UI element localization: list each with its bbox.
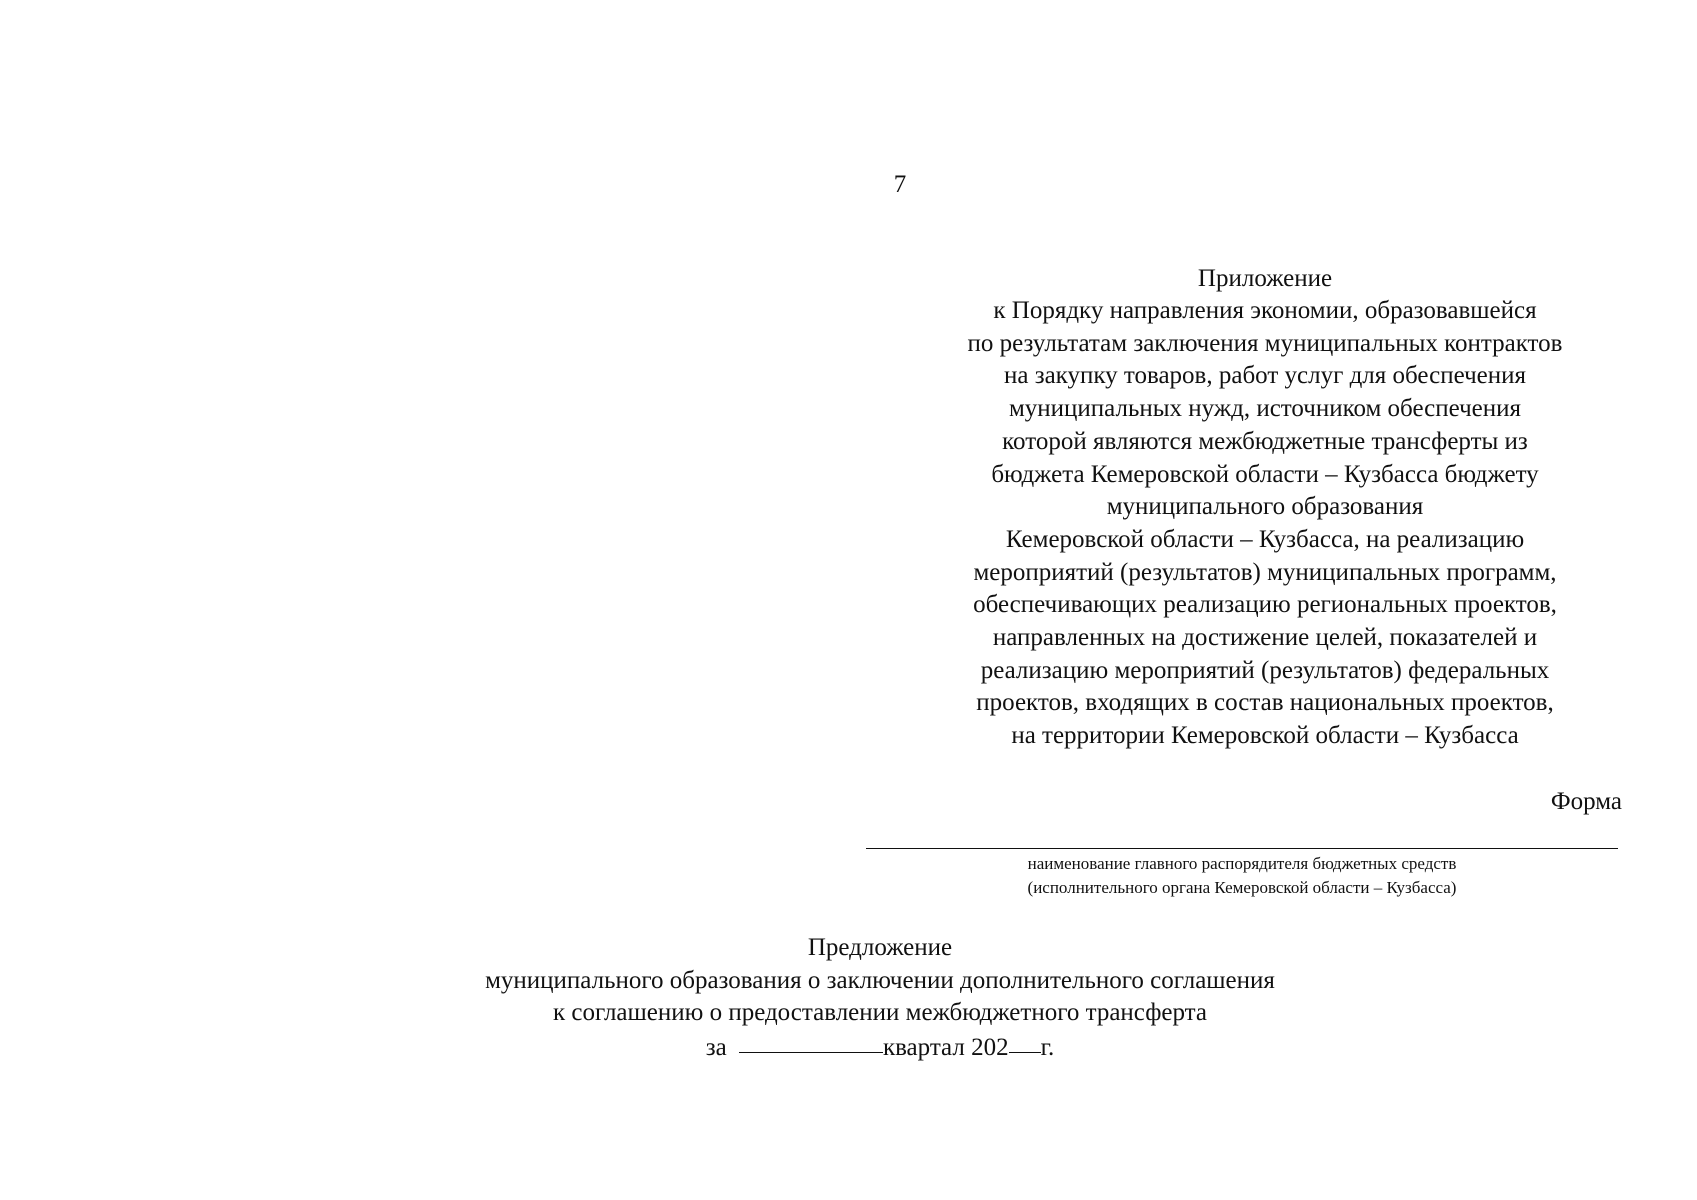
appendix-heading [915, 262, 1615, 753]
appendix-line: к Порядку направления экономии, образовавшейся [993, 297, 1537, 324]
appendix-line: реализацию мероприятий (результатов) федеральных [980, 656, 1550, 684]
quarter-blank [739, 1028, 883, 1053]
appendix-line: мероприятий (результатов) муниципальных программ, [973, 558, 1557, 586]
appendix-line: которой являются межбюджетные трансферты из [1002, 427, 1528, 455]
caption-line: (исполнительного органа Кемеровской области – Кузбасса) [1027, 878, 1457, 897]
appendix-title: Приложение [1197, 265, 1333, 292]
proposal-line: муниципального образования о заключении дополнительного соглашения [485, 966, 1275, 994]
period-suffix: г. [1040, 1033, 1055, 1061]
appendix-line: Кемеровской области – Кузбасса, на реализацию [1005, 525, 1525, 553]
page-number: 7 [893, 171, 907, 198]
appendix-line: по результатам заключения муниципальных контрактов [967, 329, 1563, 357]
proposal-heading [380, 932, 1380, 1064]
authority-name-caption [866, 852, 1618, 900]
proposal-title: Предложение [807, 934, 953, 961]
authority-name-line [866, 848, 1618, 849]
caption-line: наименование главного распорядителя бюджетных средств [1027, 854, 1457, 873]
year-blank [1009, 1028, 1041, 1053]
appendix-line: проектов, входящих в состав национальных проектов, [976, 689, 1554, 717]
appendix-line: на территории Кемеровской области – Кузбасса [1011, 722, 1519, 750]
appendix-line: обеспечивающих реализацию региональных проектов, [973, 591, 1557, 619]
appendix-line: муниципальных нужд, источником обеспечения [1008, 395, 1522, 423]
proposal-period-line [380, 1030, 1380, 1065]
appendix-line: направленных на достижение целей, показателей и [992, 624, 1538, 652]
appendix-line: на закупку товаров, работ услуг для обеспечения [1003, 362, 1527, 390]
period-middle: квартал 202 [882, 1033, 1009, 1061]
appendix-line: бюджета Кемеровской области – Кузбасса бюджету [991, 460, 1539, 488]
appendix-line: муниципального образования [1106, 493, 1424, 521]
proposal-line: к соглашению о предоставлении межбюджетного трансферта [552, 999, 1207, 1026]
period-prefix: за [705, 1033, 727, 1061]
form-label: Форма [1550, 788, 1622, 815]
